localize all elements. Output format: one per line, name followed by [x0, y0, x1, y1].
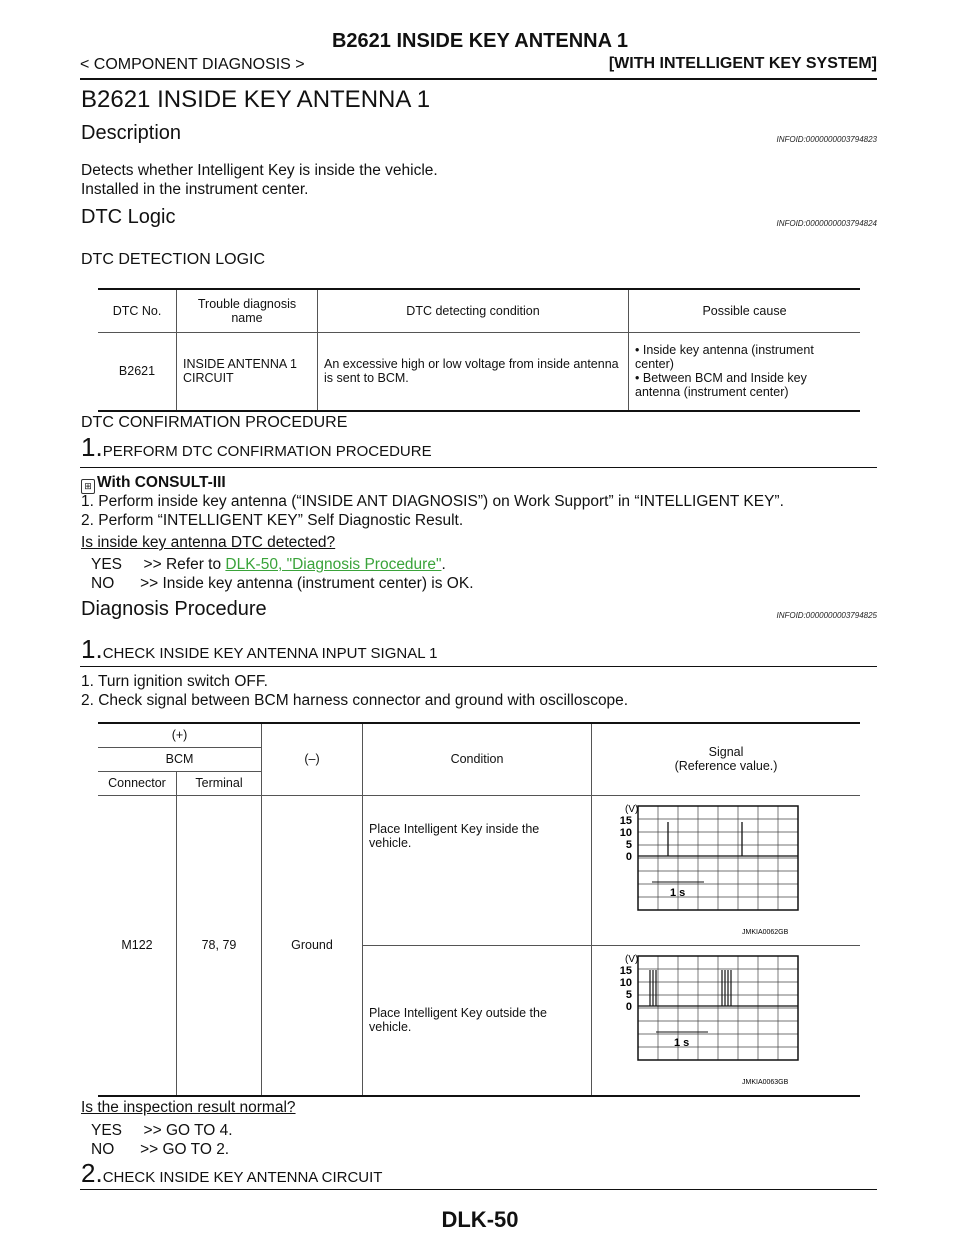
dtc-logic-infoid: INFOID:0000000003794824: [776, 219, 877, 228]
step-rule: [80, 666, 877, 667]
scope-time-label: 1 s: [670, 886, 686, 899]
scope-axis-labels: [620, 954, 639, 1013]
step-title: PERFORM DTC CONFIRMATION PROCEDURE: [102, 443, 432, 460]
header-system: [WITH INTELLIGENT KEY SYSTEM]: [608, 55, 877, 72]
step-number: 1.: [81, 634, 103, 664]
step-rule: [80, 467, 877, 468]
signal-cell-inside: [592, 795, 861, 945]
th-detecting-condition: DTC detecting condition: [318, 289, 629, 333]
description-line-2: Installed in the instrument center.: [81, 181, 309, 198]
inspection-question: Is the inspection result normal?: [81, 1099, 296, 1116]
step-number: 1.: [81, 432, 103, 462]
scope-tick: 15: [619, 814, 632, 827]
header-rule: [80, 78, 877, 80]
th-dtc-no: DTC No.: [98, 289, 177, 333]
oscilloscope-outside: [592, 946, 852, 1092]
diag-step-2-header: [81, 1158, 382, 1189]
scope-tick: 10: [619, 976, 632, 989]
th-trouble-name: Trouble diagnosis name: [177, 289, 318, 333]
confirm-yes: YES >> Refer to DLK-50, "Diagnosis Procedure".: [91, 556, 446, 573]
header-title: B2621 INSIDE KEY ANTENNA 1: [331, 30, 628, 52]
diag-item-2: 2. Check signal between BCM harness connector and ground with oscilloscope.: [81, 692, 629, 709]
confirm-item-1: 1. Perform inside key antenna (“INSIDE ANT DIAGNOSIS”) on Work Support” in “INTELLIGENT KEY”.: [81, 493, 784, 510]
condition-inside: Place Intelligent Key inside the vehicle.: [363, 795, 592, 945]
confirm-no: NO >> Inside key antenna (instrument center) is OK.: [91, 575, 474, 592]
th-signal: Signal (Reference value.): [592, 723, 861, 795]
figure-code: JMKIA0062GB: [742, 928, 789, 936]
step-title: CHECK INSIDE KEY ANTENNA INPUT SIGNAL 1: [102, 645, 438, 662]
scope-unit: (V): [625, 953, 639, 965]
dtc-confirmation-heading: DTC CONFIRMATION PROCEDURE: [81, 414, 348, 431]
th-possible-cause: Possible cause: [629, 289, 861, 333]
dtc-logic-table: [98, 288, 860, 412]
signal-table: [98, 722, 860, 1097]
scope-tick: 5: [625, 838, 632, 851]
dtc-no: B2621: [118, 364, 156, 379]
cause-item: • Inside key antenna (instrument center): [635, 343, 814, 372]
consult-icon: ⊞: [81, 479, 95, 494]
th-plus: (+): [98, 723, 262, 747]
possible-cause: [629, 333, 861, 411]
terminal-value: 78, 79: [177, 795, 262, 1096]
scope-time-label: 1 s: [674, 1036, 690, 1049]
scope-pulse-burst: [650, 970, 731, 1006]
step-rule: [80, 1189, 877, 1190]
inspection-no: NO >> GO TO 2.: [91, 1141, 230, 1158]
scope-tick: 10: [619, 826, 632, 839]
page-title: B2621 INSIDE KEY ANTENNA 1: [81, 86, 431, 113]
th-minus: (–): [262, 723, 363, 795]
description-infoid: INFOID:0000000003794823: [776, 135, 877, 144]
cause-item: • Between BCM and Inside key antenna (instrument center): [635, 371, 807, 400]
th-terminal: Terminal: [177, 771, 262, 795]
detecting-condition: An excessive high or low voltage from inside antenna is sent to BCM.: [318, 333, 629, 411]
diag-step-1-header: [81, 634, 438, 665]
scope-grid: [638, 956, 798, 1060]
scope-axis-labels: [620, 804, 639, 863]
scope-grid: [638, 806, 798, 910]
scope-tick: 5: [625, 988, 632, 1001]
dtc-logic-heading: DTC Logic: [81, 206, 176, 228]
description-line-1: Detects whether Intelligent Key is inside the vehicle.: [81, 162, 438, 179]
scope-tick: 0: [625, 1000, 632, 1013]
confirm-item-2: 2. Perform “INTELLIGENT KEY” Self Diagnostic Result.: [81, 512, 464, 529]
condition-outside: Place Intelligent Key outside the vehicle.: [363, 945, 592, 1096]
step-number: 2.: [81, 1158, 103, 1188]
description-heading: Description: [81, 122, 182, 144]
ground-value: Ground: [262, 795, 363, 1096]
trouble-name: INSIDE ANTENNA 1 CIRCUIT: [177, 333, 318, 411]
th-connector: Connector: [98, 771, 177, 795]
consult-tool: ⊞ With CONSULT-III: [81, 473, 226, 494]
th-condition: Condition: [363, 723, 592, 795]
header-section: < COMPONENT DIAGNOSIS >: [80, 56, 305, 73]
dtc-detection-logic-heading: DTC DETECTION LOGIC: [81, 251, 266, 268]
scope-tick: 15: [619, 964, 632, 977]
figure-code: JMKIA0063GB: [742, 1078, 789, 1086]
confirm-question: Is inside key antenna DTC detected?: [81, 534, 336, 551]
th-bcm: BCM: [98, 747, 262, 771]
step-title: CHECK INSIDE KEY ANTENNA CIRCUIT: [102, 1169, 383, 1186]
oscilloscope-inside: [592, 796, 852, 942]
diagnosis-infoid: INFOID:0000000003794825: [776, 611, 877, 620]
diagnosis-procedure-link[interactable]: DLK-50, "Diagnosis Procedure": [225, 556, 442, 573]
page-number: DLK-50: [441, 1207, 519, 1232]
scope-tick: 0: [625, 850, 632, 863]
inspection-yes: YES >> GO TO 4.: [91, 1122, 233, 1139]
scope-unit: (V): [625, 803, 639, 815]
signal-cell-outside: [592, 945, 861, 1096]
diagnosis-heading: Diagnosis Procedure: [81, 598, 267, 620]
step-1-header: [81, 432, 432, 463]
diag-item-1: 1. Turn ignition switch OFF.: [81, 673, 268, 690]
connector-value: M122: [121, 938, 153, 952]
